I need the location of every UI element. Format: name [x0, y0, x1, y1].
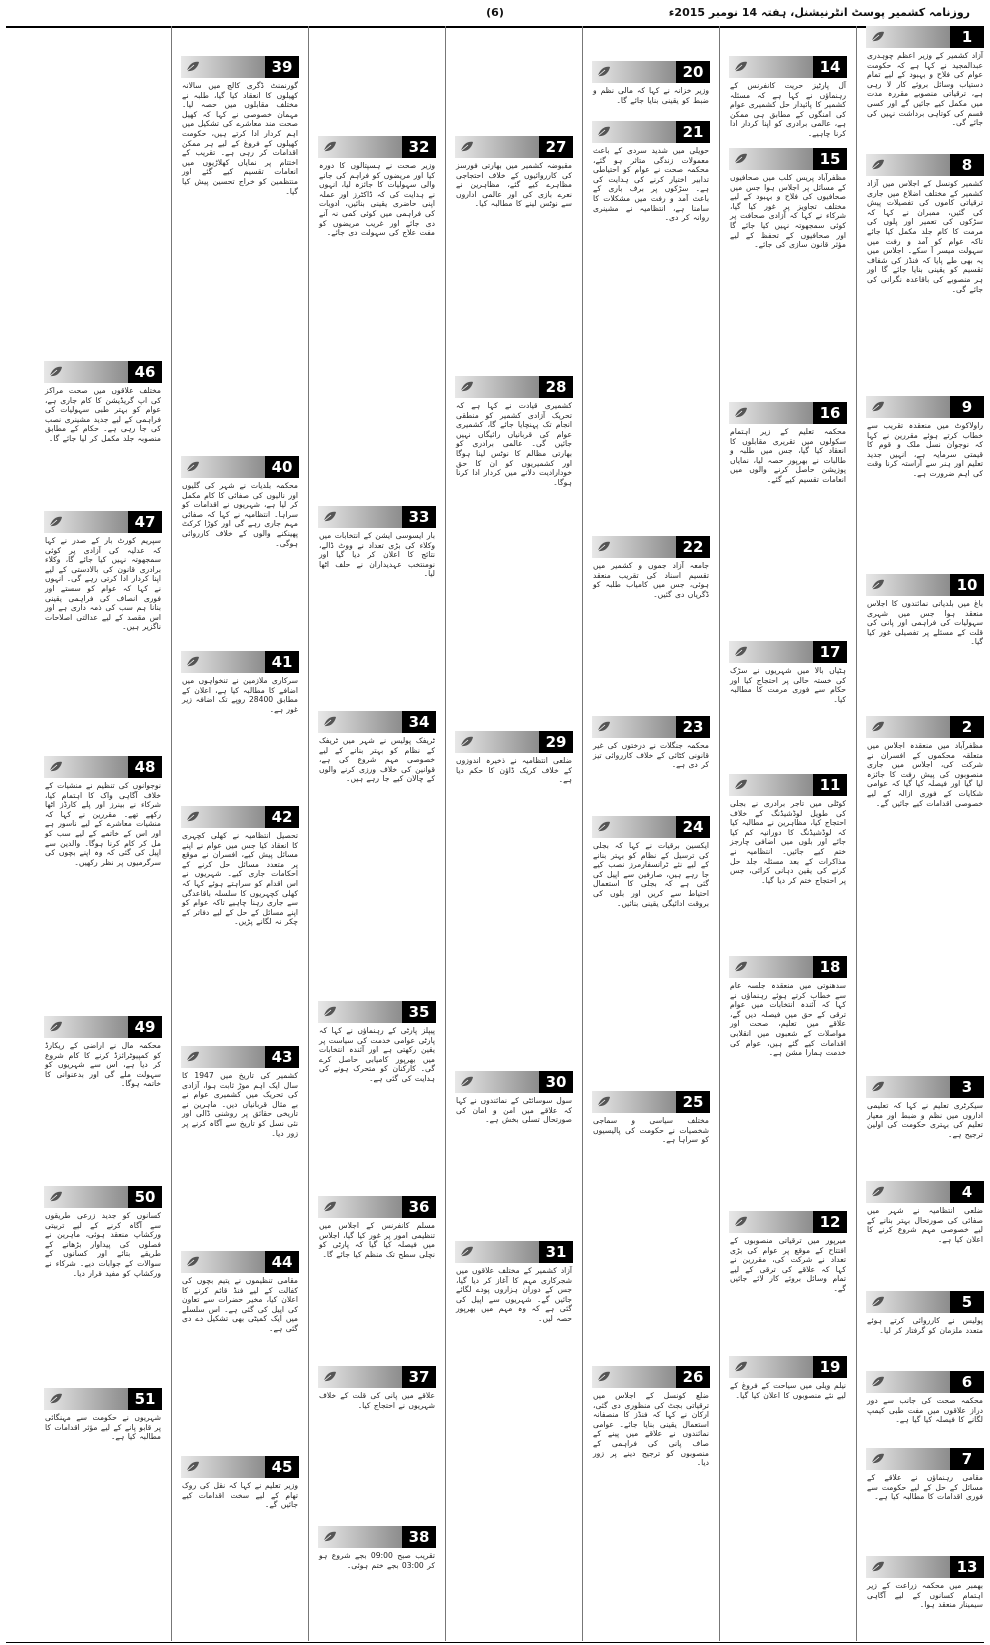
news-item-12	[729, 1211, 847, 1350]
item-number-banner	[181, 1456, 299, 1478]
item-number-banner	[729, 56, 847, 78]
news-item-43	[181, 1046, 299, 1245]
item-number: 20	[676, 61, 710, 83]
item-number-banner	[592, 121, 710, 143]
item-number: 12	[813, 1211, 847, 1233]
item-number: 14	[813, 56, 847, 78]
item-body-text: وزیر تعلیم نے کہا کہ نقل کی روک تھام کے لیے سخت اقدامات کیے جائیں گے۔	[182, 1481, 298, 1510]
item-number: 23	[676, 716, 710, 738]
item-number-banner	[181, 651, 299, 673]
news-item-46	[44, 361, 162, 505]
column-4	[455, 26, 573, 1641]
item-body-text: بار ایسوسی ایشن کے انتخابات میں وکلاء کی بڑی تعداد نے ووٹ ڈالے، نتائج کا اعلان کر دیا گیا اور نومنتخب عہدیداران نے حلف اٹھا لیا۔	[319, 531, 435, 579]
item-number-banner	[181, 56, 299, 78]
item-number: 25	[676, 1091, 710, 1113]
leaf-icon	[733, 1214, 749, 1230]
item-body-text: ہٹیاں بالا میں شہریوں نے سڑک کی خستہ حالی پر احتجاج کیا اور حکام سے فوری مرمت کا مطالبہ کیا۔	[730, 666, 846, 704]
column-divider	[171, 26, 172, 1641]
item-body-text: بھمبر میں محکمہ زراعت کے زیر اہتمام کسانوں کے لیے آگاہی سیمینار منعقد ہوا۔	[867, 1581, 983, 1610]
item-number-banner	[318, 1526, 436, 1548]
column-5	[318, 26, 436, 1641]
item-number-banner	[729, 148, 847, 170]
item-number-banner	[866, 1371, 984, 1393]
item-number: 2	[950, 716, 984, 738]
item-number: 27	[539, 136, 573, 158]
news-item-48	[44, 756, 162, 1010]
item-number: 29	[539, 731, 573, 753]
leaf-icon	[459, 1074, 475, 1090]
item-number: 44	[265, 1251, 299, 1273]
item-number: 3	[950, 1076, 984, 1098]
item-number-banner	[729, 774, 847, 796]
news-item-23	[592, 716, 710, 810]
item-number-banner	[866, 154, 984, 176]
item-number: 35	[402, 1001, 436, 1023]
item-number-banner	[318, 1001, 436, 1023]
news-item-8	[866, 154, 984, 390]
leaf-icon	[48, 514, 64, 530]
item-body-text: محکمہ صحت کی جانب سے دور دراز علاقوں میں مفت طبی کیمپ لگانے کا فیصلہ کیا گیا ہے۔	[867, 1396, 983, 1425]
leaf-icon	[185, 1254, 201, 1270]
news-item-21	[592, 121, 710, 530]
item-number: 49	[128, 1016, 162, 1038]
item-body-text: آزاد کشمیر کے وزیر اعظم چوہدری عبدالمجید نے کہا ہے کہ حکومت عوام کی فلاح و بہبود کے لیے تمام دستیاب وسائل بروئے کار لا رہی ہے، ترقیاتی منصوبے مقررہ مدت میں مکمل کیے جائیں گے اور کسی قسم کی کوتاہی برداشت نہیں کی جائے گی۔	[867, 51, 983, 128]
leaf-icon	[322, 1004, 338, 1020]
column-divider	[445, 26, 446, 1641]
news-item-11	[729, 774, 847, 950]
item-body-text: ضلع کونسل کے اجلاس میں ترقیاتی بجٹ کی منظوری دی گئی، ارکان نے کہا کہ فنڈز کا منصفانہ استعمال یقینی بنایا جائے۔ عوامی نمائندوں نے علاقے میں پینے کے صاف پانی کی فراہمی کے منصوبوں کو ترجیح دینے پر زور دیا۔	[593, 1391, 709, 1468]
news-item-28	[455, 376, 573, 725]
item-number-banner	[592, 536, 710, 558]
news-item-5	[866, 1291, 984, 1365]
leaf-icon	[459, 1244, 475, 1260]
leaf-icon	[870, 1294, 886, 1310]
leaf-icon	[870, 1559, 886, 1575]
item-body-text: کوٹلی میں تاجر برادری نے بجلی کی طویل لوڈشیڈنگ کے خلاف احتجاج کیا، مظاہرین نے مطالبہ کیا کہ لوڈشیڈنگ کا دورانیہ کم کیا جائے اور بلوں میں اضافی چارجز ختم کیے جائیں۔ انتظامیہ نے مذاکرات کے بعد مسئلہ جلد حل کرنے کی یقین دہانی کرائی، جس پر احتجاج ختم کر دیا گیا۔	[730, 799, 846, 885]
item-number-banner	[44, 756, 162, 778]
item-number-banner	[181, 1046, 299, 1068]
item-body-text: مظفرآباد پریس کلب میں صحافیوں کے مسائل پر اجلاس ہوا جس میں صحافیوں کی فلاح و بہبود کے لیے مختلف تجاویز پر غور کیا گیا، شرکاء نے کہا کہ آزادی صحافت پر کوئی سمجھوتہ نہیں کیا جائے گا اور صحافیوں کے تحفظ کے لیے مؤثر قانون سازی کی جائے۔	[730, 173, 846, 250]
item-number: 10	[950, 574, 984, 596]
newspaper-page	[6, 26, 984, 1641]
leaf-icon	[870, 577, 886, 593]
item-number: 39	[265, 56, 299, 78]
item-number-banner	[44, 511, 162, 533]
leaf-icon	[870, 399, 886, 415]
leaf-icon	[185, 1459, 201, 1475]
item-number: 48	[128, 756, 162, 778]
news-item-31	[455, 1241, 573, 1637]
item-body-text: نوجوانوں کی تنظیم نے منشیات کے خلاف آگاہی واک کا اہتمام کیا، شرکاء نے بینرز اور پلے کارڈز اٹھا رکھے تھے۔ مقررین نے کہا کہ منشیات معاشرے کے لیے ناسور ہے اور اس کے خاتمے کے لیے سب کو مل کر کام کرنا ہوگا۔ والدین سے اپیل کی گئی کہ وہ اپنے بچوں کی سرگرمیوں پر نظر رکھیں۔	[45, 781, 161, 867]
item-number: 19	[813, 1356, 847, 1378]
news-item-13	[866, 1556, 984, 1637]
item-body-text: میرپور میں ترقیاتی منصوبوں کے افتتاح کے موقع پر عوام کی بڑی تعداد نے شرکت کی، مقررین نے کہا کہ علاقے کی ترقی کے لیے تمام وسائل بروئے کار لائے جائیں گے۔	[730, 1236, 846, 1293]
item-number-banner	[318, 136, 436, 158]
masthead-title: روزنامہ کشمیر پوسٹ انٹرنیشنل، ہفتہ 14 نومبر 2015ء	[668, 6, 970, 19]
item-number-banner	[44, 361, 162, 383]
item-number: 42	[265, 806, 299, 828]
news-item-51	[44, 1388, 162, 1637]
item-body-text: نیلم ویلی میں سیاحت کے فروغ کے لیے نئے منصوبوں کا اعلان کیا گیا۔	[730, 1381, 846, 1400]
leaf-icon	[870, 1451, 886, 1467]
item-body-text: جامعہ آزاد جموں و کشمیر میں تقسیم اسناد کی تقریب منعقد ہوئی، جس میں کامیاب طلبہ کو ڈگریاں دی گئیں۔	[593, 561, 709, 599]
item-body-text: ضلعی انتظامیہ نے شہر میں صفائی کی صورتحال بہتر بنانے کے لیے خصوصی مہم شروع کرنے کا اعلان کیا ہے۔	[867, 1206, 983, 1244]
item-body-text: حویلی میں شدید سردی کے باعث معمولات زندگی متاثر ہو گئے، محکمہ صحت نے عوام کو احتیاطی تدابیر اختیار کرنے کی ہدایت کی ہے۔ سڑکوں پر برف باری کے باعث آمد و رفت میں مشکلات کا سامنا ہے، انتظامیہ نے مشینری روانہ کر دی۔	[593, 146, 709, 223]
news-item-36	[318, 1196, 436, 1360]
news-item-22	[592, 536, 710, 710]
item-number: 26	[676, 1366, 710, 1388]
leaf-icon	[48, 1019, 64, 1035]
news-item-18	[729, 956, 847, 1205]
leaf-icon	[733, 151, 749, 167]
item-number-banner	[44, 1016, 162, 1038]
leaf-icon	[596, 819, 612, 835]
column-divider	[719, 26, 720, 1641]
news-item-41	[181, 651, 299, 800]
news-item-38	[318, 1526, 436, 1637]
leaf-icon	[733, 644, 749, 660]
item-number: 33	[402, 506, 436, 528]
item-number: 7	[950, 1448, 984, 1470]
item-body-text: مختلف علاقوں میں صحت مراکز کی اپ گریڈیشن کا کام جاری ہے، عوام کو بہتر طبی سہولیات کی فراہمی کے لیے جدید مشینری نصب کی جا رہی ہے۔ حکام کے مطابق منصوبہ جلد مکمل کر لیا جائے گا۔	[45, 386, 161, 443]
item-number-banner	[44, 1388, 162, 1410]
news-item-9	[866, 396, 984, 568]
footer-rule	[6, 1642, 984, 1643]
column-divider	[856, 26, 857, 1641]
item-body-text: ایکسین برقیات نے کہا کہ بجلی کی ترسیل کے نظام کو بہتر بنانے کے لیے نئے ٹرانسفارمرز نصب کیے جا رہے ہیں، صارفین سے اپیل کی گئی ہے کہ بجلی کا استعمال احتیاط سے کریں اور بلوں کی بروقت ادائیگی یقینی بنائیں۔	[593, 841, 709, 908]
item-number: 15	[813, 148, 847, 170]
item-body-text: تحصیل انتظامیہ نے کھلی کچہری کا انعقاد کیا جس میں عوام نے اپنے مسائل پیش کیے، افسران نے موقع پر متعدد مسائل حل کرنے کے احکامات جاری کیے۔ شہریوں نے اس اقدام کو سراہتے ہوئے کہا کہ کھلی کچہریوں کا سلسلہ باقاعدگی سے جاری رہنا چاہیے تاکہ عوام کو اپنے مسائل کے حل کے لیے دفاتر کے چکر نہ لگانے پڑیں۔	[182, 831, 298, 927]
column-2	[729, 26, 847, 1641]
item-number: 5	[950, 1291, 984, 1313]
leaf-icon	[185, 809, 201, 825]
item-number-banner	[729, 402, 847, 424]
item-number-banner	[866, 1556, 984, 1578]
item-number-banner	[181, 1251, 299, 1273]
news-item-14	[729, 56, 847, 142]
item-number: 32	[402, 136, 436, 158]
leaf-icon	[733, 777, 749, 793]
news-item-42	[181, 806, 299, 1040]
item-body-text: محکمہ مال نے اراضی کے ریکارڈ کو کمپیوٹرائزڈ کرنے کا کام شروع کر دیا ہے، اس سے شہریوں کو سہولت ملے گی اور بدعنوانی کا خاتمہ ہوگا۔	[45, 1041, 161, 1089]
item-number-banner	[729, 956, 847, 978]
item-body-text: وزیر صحت نے ہسپتالوں کا دورہ کیا اور مریضوں کو فراہم کی جانے والی سہولیات کا جائزہ لیا، انہوں نے ہدایت کی کہ ڈاکٹرز اور عملہ اپنی حاضری یقینی بنائیں، ادویات کی فراہمی میں کوئی کمی نہ آنے دی جائے اور غریب مریضوں کو مفت علاج کی سہولت دی جائے۔	[319, 161, 435, 238]
leaf-icon	[870, 29, 886, 45]
column-divider	[582, 26, 583, 1641]
item-number: 51	[128, 1388, 162, 1410]
news-item-50	[44, 1186, 162, 1382]
item-number-banner	[866, 574, 984, 596]
item-number-banner	[866, 26, 984, 48]
item-body-text: سیکرٹری تعلیم نے کہا کہ تعلیمی اداروں میں نظم و ضبط اور معیار تعلیم کی بہتری حکومت کی اولین ترجیح ہے۔	[867, 1101, 983, 1139]
item-body-text: محکمہ تعلیم کے زیر اہتمام سکولوں میں تقریری مقابلوں کا انعقاد کیا گیا، جس میں طلبہ و طالبات نے بھرپور حصہ لیا، نمایاں پوزیشن حاصل کرنے والوں میں انعامات تقسیم کیے گئے۔	[730, 427, 846, 484]
item-number-banner	[44, 1186, 162, 1208]
leaf-icon	[322, 1369, 338, 1385]
column-divider	[308, 26, 309, 1641]
item-number: 45	[265, 1456, 299, 1478]
news-item-37	[318, 1366, 436, 1520]
news-item-30	[455, 1071, 573, 1235]
news-item-7	[866, 1448, 984, 1550]
news-item-29	[455, 731, 573, 1065]
item-number: 50	[128, 1186, 162, 1208]
leaf-icon	[48, 1391, 64, 1407]
item-body-text: پیپلز پارٹی کے رہنماؤں نے کہا کہ پارٹی عوامی خدمت کی سیاست پر یقین رکھتی ہے اور آئندہ انتخابات میں بھرپور کامیابی حاصل کرے گی۔ کارکنان کو متحرک ہونے کی ہدایت کی گئی ہے۔	[319, 1026, 435, 1083]
item-number: 40	[265, 456, 299, 478]
item-body-text: کشمیری قیادت نے کہا ہے کہ تحریک آزادی کشمیر کو منطقی انجام تک پہنچایا جائے گا، کشمیری عوام کی قربانیاں رائیگاں نہیں جائیں گی۔ عالمی برادری کو بھارتی مظالم کا نوٹس لینا ہوگا اور کشمیریوں کو ان کا حق خودارادیت دلانے میں کردار ادا کرنا ہوگا۔	[456, 401, 572, 487]
leaf-icon	[733, 59, 749, 75]
news-item-25	[592, 1091, 710, 1360]
item-number-banner	[592, 1091, 710, 1113]
item-number: 4	[950, 1181, 984, 1203]
page-number: (6)	[486, 6, 504, 19]
leaf-icon	[185, 1049, 201, 1065]
item-number-banner	[729, 1356, 847, 1378]
item-body-text: مقامی تنظیموں نے یتیم بچوں کی کفالت کے لیے فنڈ قائم کرنے کا اعلان کیا، مخیر حضرات سے تعاون کی اپیل کی گئی ہے۔ اس سلسلے میں ایک کمیٹی بھی تشکیل دے دی گئی ہے۔	[182, 1276, 298, 1333]
leaf-icon	[733, 959, 749, 975]
news-item-33	[318, 506, 436, 705]
item-body-text: وزیر خزانہ نے کہا کہ مالی نظم و ضبط کو یقینی بنایا جائے گا۔	[593, 86, 709, 105]
leaf-icon	[322, 714, 338, 730]
item-number-banner	[455, 1071, 573, 1093]
item-number: 21	[676, 121, 710, 143]
leaf-icon	[322, 1529, 338, 1545]
item-number: 38	[402, 1526, 436, 1548]
leaf-icon	[459, 139, 475, 155]
news-item-34	[318, 711, 436, 995]
item-body-text: کشمیر کی تاریخ میں 1947 کا سال ایک اہم موڑ ثابت ہوا، آزادی کی تحریک میں کشمیری عوام نے بے مثال قربانیاں دیں۔ ماہرین نے تاریخی حقائق پر روشنی ڈالی اور نئی نسل کو تاریخ سے آگاہ کرنے پر زور دیا۔	[182, 1071, 298, 1138]
item-number: 1	[950, 26, 984, 48]
news-item-20	[592, 61, 710, 115]
item-number: 28	[539, 376, 573, 398]
item-body-text: کسانوں کو جدید زرعی طریقوں سے آگاہ کرنے کے لیے تربیتی ورکشاپ منعقد ہوئی، ماہرین نے فصلوں کی پیداوار بڑھانے کے طریقے بتائے اور کسانوں کے سوالات کے جوابات دیے۔ شرکاء نے ورکشاپ کو مفید قرار دیا۔	[45, 1211, 161, 1278]
leaf-icon	[870, 719, 886, 735]
item-number-banner	[866, 1291, 984, 1313]
item-number: 43	[265, 1046, 299, 1068]
leaf-icon	[596, 539, 612, 555]
leaf-icon	[596, 64, 612, 80]
item-body-text: باغ میں بلدیاتی نمائندوں کا اجلاس منعقد ہوا جس میں شہری سہولیات کی فراہمی اور پانی کی قلت کے مسئلے پر تفصیلی غور کیا گیا۔	[867, 599, 983, 647]
leaf-icon	[48, 1189, 64, 1205]
leaf-icon	[870, 1079, 886, 1095]
item-number-banner	[729, 641, 847, 663]
news-item-19	[729, 1356, 847, 1637]
item-number: 16	[813, 402, 847, 424]
leaf-icon	[870, 157, 886, 173]
item-number: 47	[128, 511, 162, 533]
item-number-banner	[181, 806, 299, 828]
item-body-text: راولاکوٹ میں منعقدہ تقریب سے خطاب کرتے ہوئے مقررین نے کہا کہ نوجوان نسل ملک و قوم کا قیمتی سرمایہ ہے، انہیں جدید تعلیم اور ہنر سے آراستہ کرنا وقت کی اہم ضرورت ہے۔	[867, 421, 983, 478]
news-item-17	[729, 641, 847, 768]
item-number-banner	[318, 506, 436, 528]
leaf-icon	[48, 759, 64, 775]
item-body-text: محکمہ بلدیات نے شہر کی گلیوں اور نالیوں کی صفائی کا کام مکمل کر لیا ہے، شہریوں نے اقدامات کو سراہا۔ انتظامیہ نے کہا کہ صفائی مہم جاری رہے گی اور کوڑا کرکٹ پھینکنے والوں کے خلاف کارروائی ہوگی۔	[182, 481, 298, 548]
item-body-text: گورنمنٹ ڈگری کالج میں سالانہ کھیلوں کا انعقاد کیا گیا، طلبہ نے مختلف مقابلوں میں حصہ لیا۔ مہمان خصوصی نے کہا کہ کھیل صحت مند معاشرے کی تشکیل میں اہم کردار ادا کرتے ہیں، حکومت کھیلوں کے فروغ کے لیے ہر ممکن اقدامات کر رہی ہے۔ تقریب کے اختتام پر نمایاں کھلاڑیوں میں انعامات تقسیم کیے گئے اور منتظمین کو خراج تحسین پیش کیا گیا۔	[182, 81, 298, 196]
news-item-10	[866, 574, 984, 710]
news-item-15	[729, 148, 847, 396]
item-number: 24	[676, 816, 710, 838]
leaf-icon	[185, 654, 201, 670]
item-number-banner	[729, 1211, 847, 1233]
item-body-text: ضلعی انتظامیہ نے ذخیرہ اندوزوں کے خلاف کریک ڈاؤن کا حکم دیا ہے۔	[456, 756, 572, 785]
leaf-icon	[322, 1199, 338, 1215]
item-body-text: کشمیر کونسل کے اجلاس میں آزاد کشمیر کے مختلف اضلاع میں جاری ترقیاتی کاموں کی تفصیلات پیش کی گئیں، ممبران نے کہا کہ سڑکوں کی تعمیر اور پلوں کی مرمت کا کام جلد مکمل کیا جائے تاکہ عوام کو آمد و رفت میں سہولت میسر آ سکے۔ اجلاس میں یہ بھی طے پایا کہ فنڈز کی شفاف تقسیم کو یقینی بنایا جائے گا اور ہر منصوبے کی باقاعدہ نگرانی کی جائے گی۔	[867, 179, 983, 294]
item-number: 11	[813, 774, 847, 796]
item-body-text: آل پارٹیز حریت کانفرنس کے رہنماؤں نے کہا ہے کہ مسئلہ کشمیر کا پائیدار حل کشمیری عوام کی امنگوں کے مطابق ہی ممکن ہے، عالمی برادری کو اپنا کردار ادا کرنا چاہیے۔	[730, 81, 846, 138]
item-number-banner	[455, 731, 573, 753]
news-item-47	[44, 511, 162, 750]
leaf-icon	[459, 734, 475, 750]
news-item-26	[592, 1366, 710, 1637]
item-number: 8	[950, 154, 984, 176]
item-number-banner	[866, 1448, 984, 1470]
item-body-text: مختلف سیاسی و سماجی شخصیات نے حکومت کی پالیسیوں کو سراہا ہے۔	[593, 1116, 709, 1145]
item-number-banner	[455, 376, 573, 398]
item-body-text: تقریب صبح 09:00 بجے شروع ہو کر 03:00 بجے ختم ہوئی۔	[319, 1551, 435, 1570]
item-body-text: ٹریفک پولیس نے شہر میں ٹریفک کے نظام کو بہتر بنانے کے لیے خصوصی مہم شروع کی ہے، قوانین کی خلاف ورزی کرنے والوں کے چالان کیے جا رہے ہیں۔	[319, 736, 435, 784]
news-item-39	[181, 56, 299, 450]
item-body-text: محکمہ جنگلات نے درختوں کی غیر قانونی کٹائی کے خلاف کارروائی تیز کر دی ہے۔	[593, 741, 709, 770]
leaf-icon	[185, 459, 201, 475]
leaf-icon	[596, 124, 612, 140]
item-number-banner	[592, 61, 710, 83]
leaf-icon	[322, 509, 338, 525]
item-number-banner	[866, 1076, 984, 1098]
news-item-40	[181, 456, 299, 645]
item-number: 37	[402, 1366, 436, 1388]
item-number-banner	[866, 396, 984, 418]
leaf-icon	[870, 1184, 886, 1200]
leaf-icon	[596, 719, 612, 735]
item-number-banner	[866, 1181, 984, 1203]
news-item-45	[181, 1456, 299, 1637]
item-body-text: مظفرآباد میں منعقدہ اجلاس میں متعلقہ محکموں کے افسران نے شرکت کی، اجلاس میں جاری منصوبوں کی پیش رفت کا جائزہ لیا گیا اور فیصلہ کیا گیا کہ عوامی شکایات کے فوری ازالہ کے لیے خصوصی اقدامات کیے جائیں گے۔	[867, 741, 983, 808]
item-number: 13	[950, 1556, 984, 1578]
item-number: 30	[539, 1071, 573, 1093]
leaf-icon	[459, 379, 475, 395]
news-item-49	[44, 1016, 162, 1180]
leaf-icon	[322, 139, 338, 155]
item-number: 6	[950, 1371, 984, 1393]
item-body-text: مسلم کانفرنس کے اجلاس میں تنظیمی امور پر غور کیا گیا، اجلاس میں فیصلہ کیا گیا کہ پارٹی کو نچلی سطح تک منظم کیا جائے گا۔	[319, 1221, 435, 1259]
item-number-banner	[866, 716, 984, 738]
news-item-2	[866, 716, 984, 1070]
leaf-icon	[733, 1359, 749, 1375]
news-item-1	[866, 26, 984, 148]
item-number: 18	[813, 956, 847, 978]
item-body-text: مقامی رہنماؤں نے علاقے کے مسائل کے حل کے لیے حکومت سے فوری اقدامات کا مطالبہ کیا ہے۔	[867, 1473, 983, 1502]
item-number-banner	[455, 1241, 573, 1263]
item-body-text: شہریوں نے حکومت سے مہنگائی پر قابو پانے کے لیے مؤثر اقدامات کا مطالبہ کیا ہے۔	[45, 1413, 161, 1442]
leaf-icon	[870, 1374, 886, 1390]
column-6	[181, 26, 299, 1641]
item-body-text: سدھنوتی میں منعقدہ جلسہ عام سے خطاب کرتے ہوئے رہنماؤں نے کہا کہ آئندہ انتخابات میں عوام ترقی کے حق میں فیصلہ دیں گے، علاقے میں تعلیم، صحت اور مواصلات کے شعبوں میں انقلابی اقدامات کیے گئے ہیں، عوام کی خدمت ہمارا مشن ہے۔	[730, 981, 846, 1058]
item-number-banner	[318, 711, 436, 733]
leaf-icon	[733, 405, 749, 421]
item-number: 22	[676, 536, 710, 558]
column-3	[592, 26, 710, 1641]
item-body-text: سول سوسائٹی کے نمائندوں نے کہا کہ علاقے میں امن و امان کی صورتحال تسلی بخش ہے۔	[456, 1096, 572, 1125]
column-1	[866, 26, 984, 1641]
item-number-banner	[181, 456, 299, 478]
news-item-35	[318, 1001, 436, 1190]
news-item-3	[866, 1076, 984, 1175]
item-number-banner	[592, 1366, 710, 1388]
item-number: 9	[950, 396, 984, 418]
item-body-text: سرکاری ملازمین نے تنخواہوں میں اضافے کا مطالبہ کیا ہے، اعلان کے مطابق 28400 روپے تک اضافہ زیر غور ہے۔	[182, 676, 298, 714]
news-item-24	[592, 816, 710, 1085]
item-body-text: آزاد کشمیر کے مختلف علاقوں میں شجرکاری مہم کا آغاز کر دیا گیا، جس کے دوران ہزاروں پودے لگائے جائیں گے۔ شہریوں سے اپیل کی گئی ہے کہ وہ مہم میں بھرپور حصہ لیں۔	[456, 1266, 572, 1323]
news-item-27	[455, 136, 573, 370]
item-number: 46	[128, 361, 162, 383]
leaf-icon	[596, 1094, 612, 1110]
item-number: 31	[539, 1241, 573, 1263]
item-number-banner	[318, 1196, 436, 1218]
item-number-banner	[318, 1366, 436, 1388]
item-body-text: سپریم کورٹ بار کے صدر نے کہا کہ عدلیہ کی آزادی پر کوئی سمجھوتہ نہیں کیا جائے گا، وکلاء برادری قانون کی بالادستی کے لیے اپنا کردار ادا کرتی رہے گی۔ انہوں نے کہا کہ عوام کو سستے اور فوری انصاف کی فراہمی یقینی بنانا ہم سب کی ذمہ داری ہے اور اس مقصد کے لیے عدالتی اصلاحات ناگزیر ہیں۔	[45, 536, 161, 632]
item-body-text: علاقے میں پانی کی قلت کے خلاف شہریوں نے احتجاج کیا۔	[319, 1391, 435, 1410]
news-item-44	[181, 1251, 299, 1450]
news-item-32	[318, 136, 436, 500]
news-item-16	[729, 402, 847, 635]
item-number-banner	[455, 136, 573, 158]
item-body-text: مقبوضہ کشمیر میں بھارتی فورسز کی کارروائیوں کے خلاف احتجاجی مظاہرے کیے گئے، مظاہرین نے نعرے بازی کی اور عالمی اداروں سے نوٹس لینے کا مطالبہ کیا۔	[456, 161, 572, 209]
item-number: 41	[265, 651, 299, 673]
news-item-6	[866, 1371, 984, 1442]
leaf-icon	[185, 59, 201, 75]
item-number-banner	[592, 816, 710, 838]
leaf-icon	[48, 364, 64, 380]
column-7	[44, 26, 162, 1641]
item-number: 36	[402, 1196, 436, 1218]
item-number-banner	[592, 716, 710, 738]
leaf-icon	[596, 1369, 612, 1385]
item-body-text: پولیس نے کارروائی کرتے ہوئے متعدد ملزمان کو گرفتار کر لیا۔	[867, 1316, 983, 1335]
masthead-bar	[6, 2, 984, 26]
item-number: 17	[813, 641, 847, 663]
news-item-4	[866, 1181, 984, 1285]
item-number: 34	[402, 711, 436, 733]
